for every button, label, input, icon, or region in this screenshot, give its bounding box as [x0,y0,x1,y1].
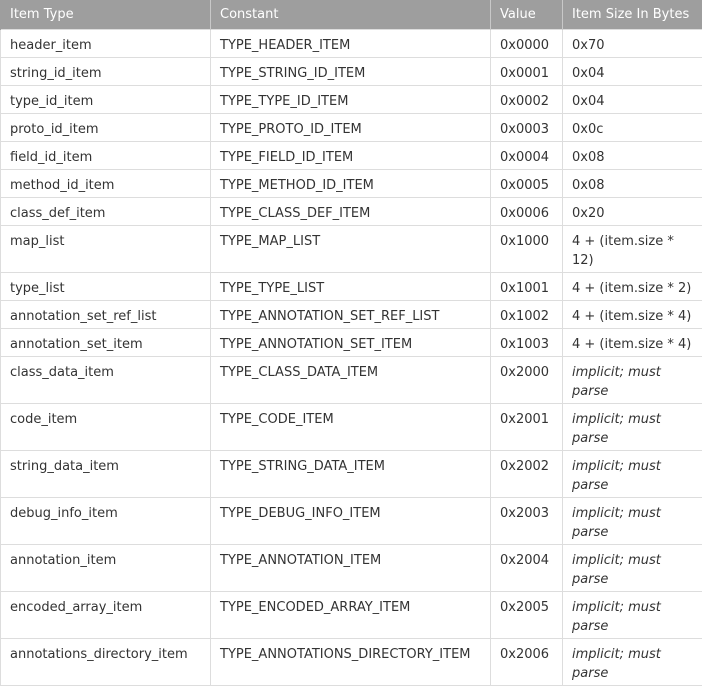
header-value: Value [491,0,563,29]
cell-item-type: map_list [1,225,211,272]
cell-item-size: 0x20 [563,197,702,225]
cell-item-size: 4 + (item.size * 12) [563,225,702,272]
cell-item-size: implicit; must parse [563,591,702,638]
cell-item-size: implicit; must parse [563,497,702,544]
cell-item-type: class_data_item [1,356,211,403]
cell-constant: TYPE_FIELD_ID_ITEM [211,141,491,169]
cell-constant: TYPE_TYPE_ID_ITEM [211,85,491,113]
table-row [1,544,702,591]
table-row [1,113,702,141]
cell-value: 0x1000 [491,225,563,272]
header-constant: Constant [211,0,491,29]
table-row [1,403,702,450]
cell-value: 0x2004 [491,544,563,591]
cell-item-size: 4 + (item.size * 4) [563,328,702,356]
cell-item-type: code_item [1,403,211,450]
cell-item-size: 4 + (item.size * 2) [563,272,702,300]
cell-value: 0x1003 [491,328,563,356]
cell-constant: TYPE_STRING_DATA_ITEM [211,450,491,497]
cell-item-type: type_id_item [1,85,211,113]
table-row [1,57,702,85]
header-item-type: Item Type [1,0,211,29]
table-row [1,638,702,685]
cell-constant: TYPE_CODE_ITEM [211,403,491,450]
table-row [1,29,702,57]
cell-item-type: annotation_item [1,544,211,591]
cell-item-size: 0x08 [563,169,702,197]
table-row [1,272,702,300]
cell-constant: TYPE_HEADER_ITEM [211,29,491,57]
cell-constant: TYPE_CLASS_DATA_ITEM [211,356,491,403]
cell-value: 0x1001 [491,272,563,300]
cell-constant: TYPE_ANNOTATION_SET_REF_LIST [211,300,491,328]
table-row [1,356,702,403]
table-row [1,300,702,328]
cell-item-size: 0x0c [563,113,702,141]
cell-value: 0x0000 [491,29,563,57]
cell-item-type: annotations_directory_item [1,638,211,685]
cell-item-type: string_data_item [1,450,211,497]
cell-item-size: implicit; must parse [563,356,702,403]
cell-constant: TYPE_DEBUG_INFO_ITEM [211,497,491,544]
cell-item-type: encoded_array_item [1,591,211,638]
cell-value: 0x0004 [491,141,563,169]
table-header [1,0,702,29]
cell-constant: TYPE_MAP_LIST [211,225,491,272]
cell-value: 0x0002 [491,85,563,113]
cell-item-size: implicit; must parse [563,638,702,685]
table-row [1,450,702,497]
cell-value: 0x0005 [491,169,563,197]
cell-value: 0x0001 [491,57,563,85]
cell-item-size: 0x08 [563,141,702,169]
cell-item-size: 4 + (item.size * 4) [563,300,702,328]
cell-constant: TYPE_PROTO_ID_ITEM [211,113,491,141]
cell-constant: TYPE_ANNOTATION_ITEM [211,544,491,591]
header-item-size: Item Size In Bytes [563,0,702,29]
cell-value: 0x2005 [491,591,563,638]
cell-constant: TYPE_ANNOTATIONS_DIRECTORY_ITEM [211,638,491,685]
cell-item-type: method_id_item [1,169,211,197]
cell-constant: TYPE_ENCODED_ARRAY_ITEM [211,591,491,638]
cell-value: 0x2006 [491,638,563,685]
cell-value: 0x2001 [491,403,563,450]
table-body [1,29,702,685]
cell-item-size: 0x04 [563,85,702,113]
table-row [1,169,702,197]
cell-item-type: type_list [1,272,211,300]
cell-item-size: 0x04 [563,57,702,85]
cell-item-type: field_id_item [1,141,211,169]
cell-item-type: proto_id_item [1,113,211,141]
cell-constant: TYPE_METHOD_ID_ITEM [211,169,491,197]
table-row [1,85,702,113]
cell-value: 0x1002 [491,300,563,328]
cell-value: 0x2000 [491,356,563,403]
cell-item-type: header_item [1,29,211,57]
table-row [1,591,702,638]
cell-value: 0x2003 [491,497,563,544]
cell-constant: TYPE_CLASS_DEF_ITEM [211,197,491,225]
cell-constant: TYPE_TYPE_LIST [211,272,491,300]
cell-constant: TYPE_STRING_ID_ITEM [211,57,491,85]
cell-item-type: class_def_item [1,197,211,225]
cell-value: 0x2002 [491,450,563,497]
table-row [1,497,702,544]
cell-value: 0x0003 [491,113,563,141]
cell-item-type: debug_info_item [1,497,211,544]
cell-item-type: annotation_set_ref_list [1,300,211,328]
cell-item-type: string_id_item [1,57,211,85]
cell-item-size: implicit; must parse [563,403,702,450]
cell-item-size: implicit; must parse [563,544,702,591]
cell-constant: TYPE_ANNOTATION_SET_ITEM [211,328,491,356]
cell-item-size: implicit; must parse [563,450,702,497]
table-row [1,328,702,356]
cell-item-size: 0x70 [563,29,702,57]
table-row [1,225,702,272]
cell-item-type: annotation_set_item [1,328,211,356]
header-row [1,0,702,29]
table-row [1,141,702,169]
table-row [1,197,702,225]
cell-value: 0x0006 [491,197,563,225]
